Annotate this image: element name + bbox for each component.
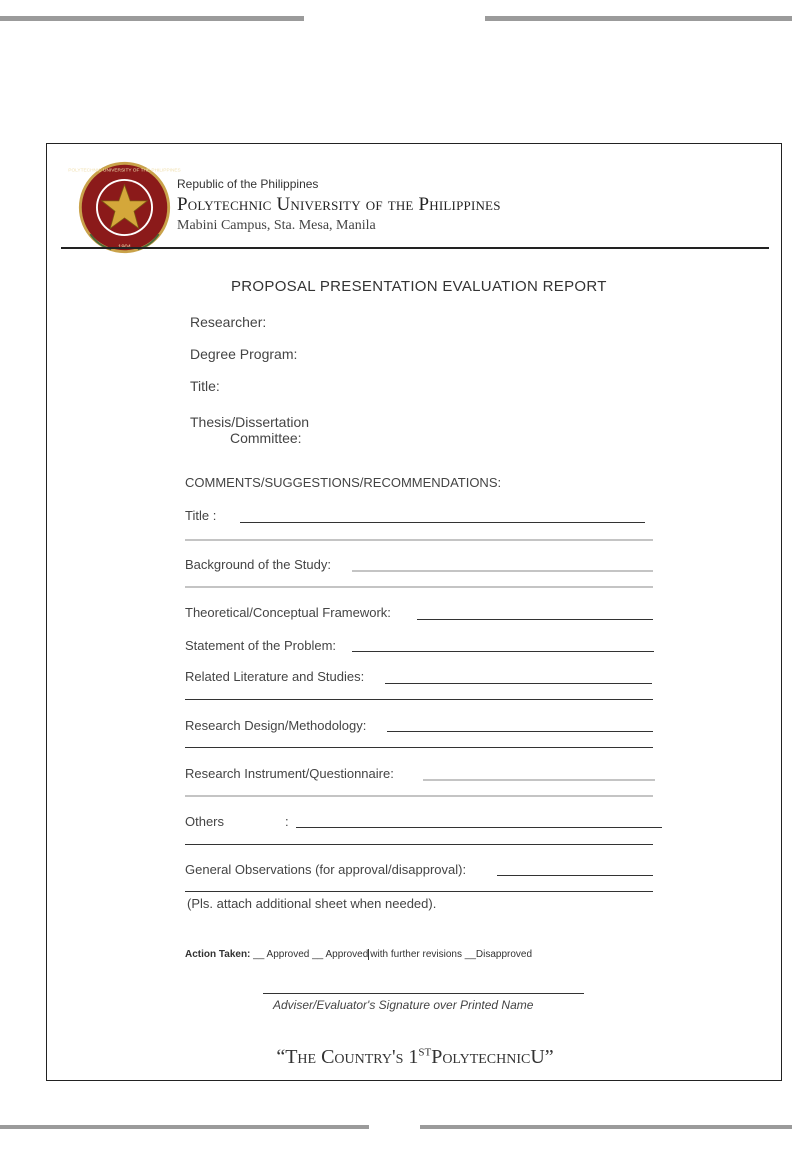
motto-post: PolytechnicU”	[431, 1046, 554, 1068]
bottom-rule-right	[420, 1125, 792, 1129]
researcher-label: Researcher:	[190, 314, 267, 330]
methodology-answer-line[interactable]	[387, 731, 653, 732]
item-title-label: Title :	[185, 508, 217, 523]
title-answer-line-2[interactable]	[185, 539, 653, 541]
background-answer-line-2[interactable]	[185, 586, 653, 588]
top-rule-left	[0, 16, 304, 21]
item-background-label: Background of the Study:	[185, 557, 331, 572]
background-answer-line[interactable]	[352, 570, 653, 572]
item-methodology-label: Research Design/Methodology:	[185, 718, 367, 733]
title-answer-line[interactable]	[240, 522, 645, 523]
item-literature-label: Related Literature and Studies:	[185, 669, 365, 684]
general-answer-line-2[interactable]	[185, 891, 653, 892]
disapproved-option[interactable]: __Disapproved	[464, 949, 533, 960]
instrument-answer-line[interactable]	[423, 779, 655, 781]
evaluation-form	[46, 143, 782, 1081]
motto-pre: “The Country's 1	[276, 1046, 419, 1068]
signature-label: Adviser/Evaluator's Signature over Printed Name	[273, 998, 534, 1012]
top-rule-right	[485, 16, 792, 21]
item-framework-label: Theoretical/Conceptual Framework:	[185, 605, 391, 620]
committee-label-line1: Thesis/Dissertation	[190, 414, 310, 430]
instrument-answer-line-2[interactable]	[185, 795, 653, 797]
signature-line[interactable]	[263, 993, 584, 994]
framework-answer-line[interactable]	[417, 619, 653, 620]
item-problem-label: Statement of the Problem:	[185, 638, 337, 653]
degree-program-label: Degree Program:	[190, 346, 298, 362]
general-answer-line[interactable]	[497, 875, 653, 876]
report-title: PROPOSAL PRESENTATION EVALUATION REPORT	[231, 278, 607, 295]
item-instrument-label: Research Instrument/Questionnaire:	[185, 766, 394, 781]
attachment-note: (Pls. attach additional sheet when needed).	[187, 896, 437, 911]
item-others-colon: :	[285, 814, 289, 829]
university-motto	[47, 1046, 783, 1069]
others-answer-line-2[interactable]	[185, 844, 653, 845]
header-divider	[61, 247, 769, 249]
university-name: Polytechnic University of the Philippines	[177, 194, 501, 215]
republic-label: Republic of the Philippines	[177, 177, 319, 191]
campus-label: Mabini Campus, Sta. Mesa, Manila	[177, 218, 376, 233]
methodology-answer-line-2[interactable]	[185, 747, 653, 748]
title-field-label: Title:	[190, 378, 220, 394]
committee-label-line2: Committee:	[230, 430, 302, 446]
approved-with-revisions-option[interactable]: __ Approved	[312, 949, 369, 960]
others-answer-line[interactable]	[296, 827, 662, 828]
item-others-label: Others	[185, 814, 225, 829]
action-taken-label: Action Taken:	[185, 949, 251, 960]
bottom-rule-left	[0, 1125, 369, 1129]
literature-answer-line-2[interactable]	[185, 699, 653, 700]
action-taken-row	[185, 949, 532, 960]
approved-with-revisions-text: with further revisions	[370, 949, 462, 960]
problem-answer-line[interactable]	[352, 651, 654, 652]
approved-option[interactable]: __ Approved	[253, 949, 310, 960]
item-general-label: General Observations (for approval/disapproval):	[185, 862, 467, 877]
motto-sup: ST	[418, 1046, 432, 1059]
comments-heading: COMMENTS/SUGGESTIONS/RECOMMENDATIONS:	[185, 475, 502, 490]
literature-answer-line[interactable]	[385, 683, 652, 684]
seal-text: POLYTECHNIC UNIVERSITY OF THE PHILIPPINES	[68, 168, 181, 174]
university-seal-icon	[68, 160, 181, 255]
